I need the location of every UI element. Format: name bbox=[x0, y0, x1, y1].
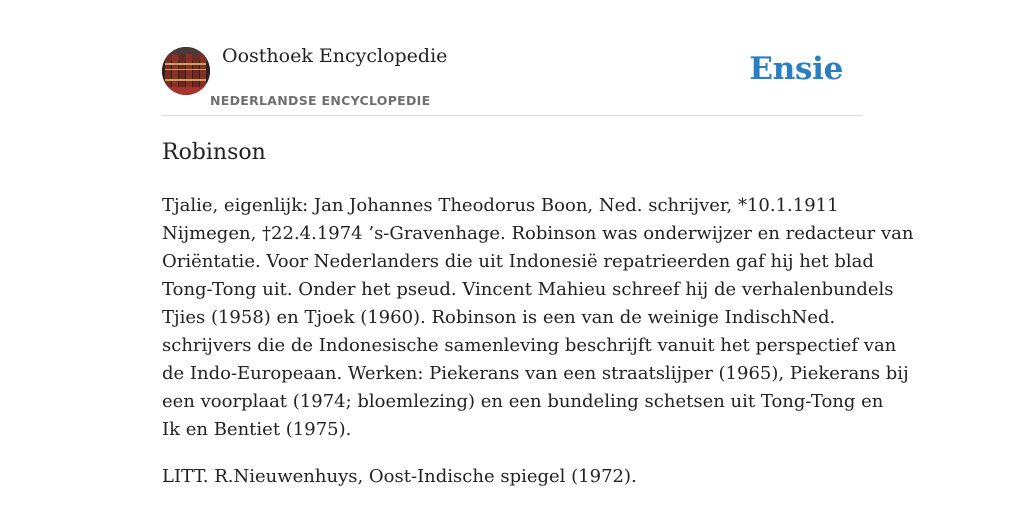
page bbox=[162, 0, 914, 512]
article-line: Nijmegen, †22.4.1974 ’s-Gravenhage. Robinson was onderwijzer en redacteur van bbox=[162, 223, 914, 244]
site-subtitle: NEDERLANDSE ENCYCLOPEDIE bbox=[210, 93, 431, 108]
article-line: Ik en Bentiet (1975). bbox=[162, 419, 352, 440]
article-line: Tjalie, eigenlijk: Jan Johannes Theodorus Boon, Ned. schrijver, *10.1.1911 bbox=[162, 195, 839, 216]
article-line: Oriëntatie. Voor Nederlanders die uit Indonesië repatrieerden gaf hij het blad bbox=[162, 251, 874, 272]
encyclopedia-books-icon[interactable] bbox=[162, 47, 210, 95]
article-body bbox=[162, 192, 914, 444]
site-title-link[interactable]: Oosthoek Encyclopedie bbox=[222, 45, 448, 67]
article-line: de Indo-Europeaan. Werken: Piekerans van een straatslijper (1965), Piekerans bij bbox=[162, 363, 909, 384]
article-literature: LITT. R.Nieuwenhuys, Oost-Indische spiegel (1972). bbox=[162, 466, 637, 487]
article-line: Tjies (1958) en Tjoek (1960). Robinson is een van de weinige IndischNed. bbox=[162, 307, 836, 328]
ensie-logo[interactable]: Ensie bbox=[749, 51, 843, 87]
article-title: Robinson bbox=[162, 140, 266, 165]
article-line: schrijvers die de Indonesische samenleving beschrijft vanuit het perspectief van bbox=[162, 335, 897, 356]
article-line: een voorplaat (1974; bloemlezing) en een bundeling schetsen uit Tong-Tong en bbox=[162, 391, 884, 412]
site-header bbox=[162, 0, 862, 116]
article-line: Tong-Tong uit. Onder het pseud. Vincent Mahieu schreef hij de verhalenbundels bbox=[162, 279, 894, 300]
